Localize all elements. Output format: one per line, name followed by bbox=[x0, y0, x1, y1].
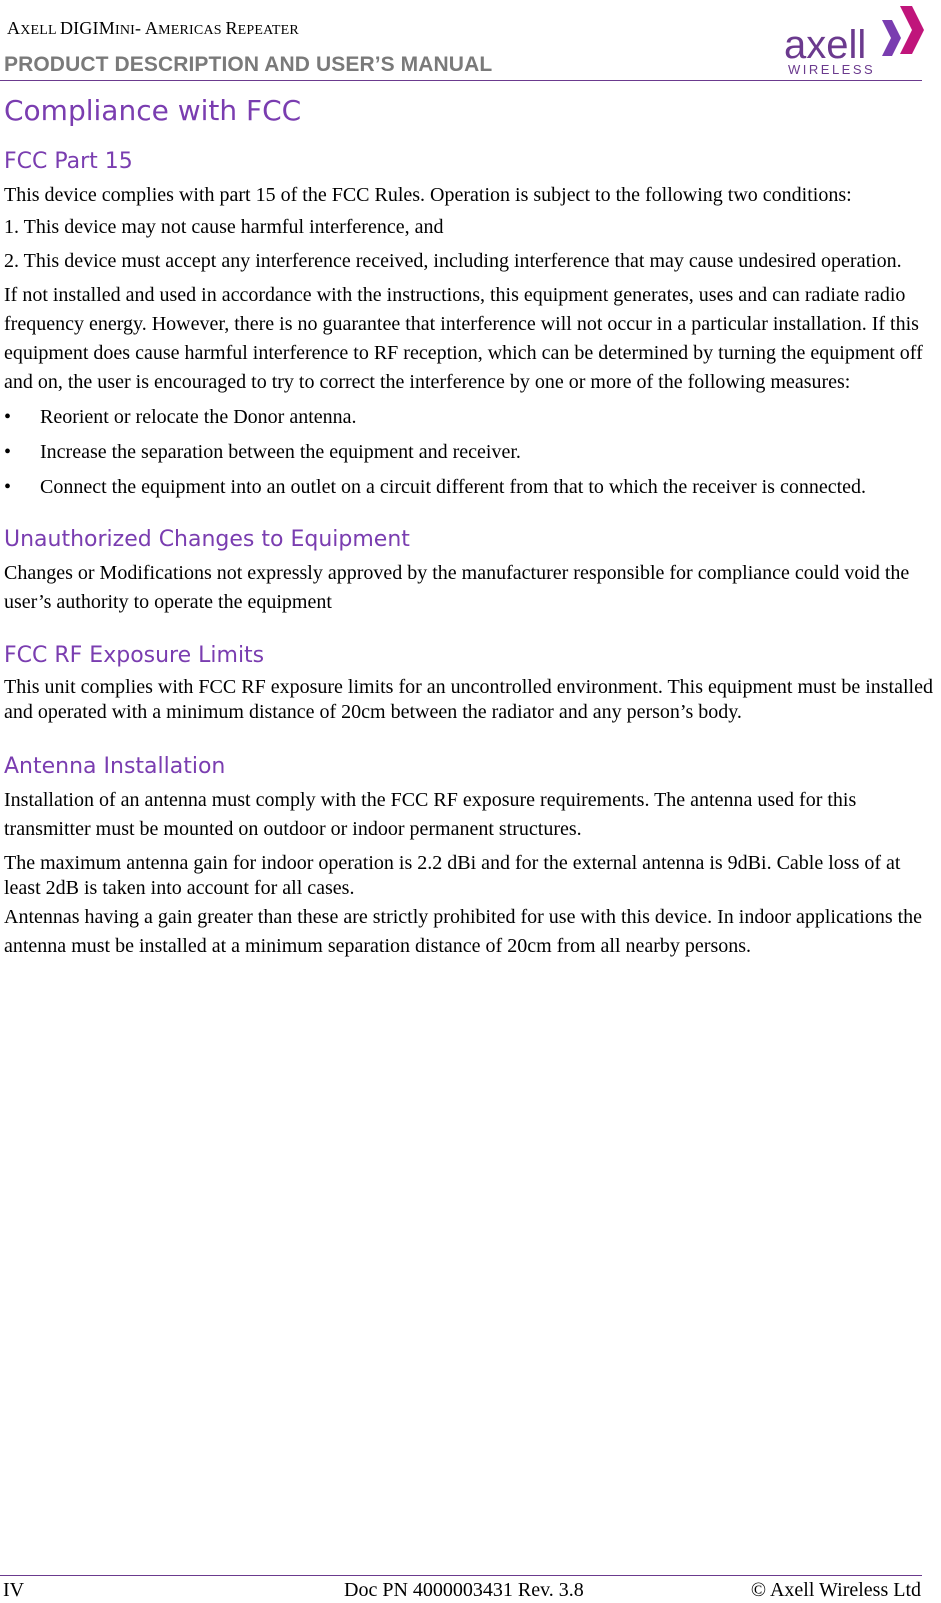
condition-item: 2. This device must accept any interference received, including interference that may cause undesired operation. bbox=[4, 250, 902, 272]
document-subtitle: PRODUCT DESCRIPTION AND USER’S MANUAL bbox=[4, 53, 493, 76]
logo-chevron-icon bbox=[900, 6, 924, 54]
unauthorized-text: Changes or Modifications not expressly approved by the manufacturer responsible for compliance could void the user’s authority to operate the equipment bbox=[4, 562, 910, 613]
document-title bbox=[7, 18, 299, 39]
title-part: - A bbox=[135, 18, 159, 38]
axell-wireless-logo bbox=[784, 0, 936, 80]
part15-intro: This device complies with part 15 of the FCC Rules. Operation is subject to the following two conditions: bbox=[4, 184, 852, 206]
antenna-paragraph-1: Installation of an antenna must comply with the FCC RF exposure requirements. The antenna used for this transmitter must be mounted on outdoor or indoor permanent structures. bbox=[4, 789, 857, 840]
title-part: XELL bbox=[20, 23, 60, 38]
copyright: © Axell Wireless Ltd bbox=[750, 1579, 921, 1601]
page-number: IV bbox=[3, 1579, 25, 1601]
bullet-icon: • bbox=[4, 441, 12, 463]
page-footer bbox=[3, 1577, 921, 1603]
section-heading-rf-exposure: FCC RF Exposure Limits bbox=[4, 643, 265, 668]
header-divider bbox=[0, 80, 922, 81]
title-part: R bbox=[225, 18, 238, 38]
logo-chevron-icon bbox=[882, 20, 901, 56]
title-part: A bbox=[7, 18, 21, 38]
bullet-icon: • bbox=[4, 406, 12, 428]
page-content bbox=[4, 90, 934, 961]
bullet-icon: • bbox=[4, 476, 12, 498]
page-title: Compliance with FCC bbox=[4, 94, 302, 127]
title-part: INI bbox=[114, 23, 135, 38]
logo-subtext: WIRELESS bbox=[788, 62, 876, 77]
section-heading-antenna-installation: Antenna Installation bbox=[4, 754, 226, 779]
section-heading-unauthorized-changes: Unauthorized Changes to Equipment bbox=[4, 527, 410, 552]
list-item-text: Increase the separation between the equipment and receiver. bbox=[40, 441, 521, 463]
title-part: EPEATER bbox=[237, 23, 299, 38]
title-part: MERICAS bbox=[158, 23, 226, 38]
document-number: Doc PN 4000003431 Rev. 3.8 bbox=[344, 1579, 584, 1601]
part15-paragraph: If not installed and used in accordance with the instructions, this equipment generates, uses and can radiate radio frequency energy. However, there is no guarantee that interference will not occur in a particular installation. If this equipment does cause harmful interference to RF reception, which can be determined by turning the equipment off and on, the user is encouraged to try to correct the interference by one or more of the following measures: bbox=[4, 284, 923, 393]
condition-item: 1. This device may not cause harmful interference, and bbox=[4, 216, 444, 238]
logo-text: axell bbox=[784, 23, 867, 67]
title-part: DIGIM bbox=[59, 18, 115, 38]
rf-exposure-text: This unit complies with FCC RF exposure limits for an uncontrolled environment. This equipment must be installed and operated with a minimum distance of 20cm between the radiator and any person’s body. bbox=[4, 676, 933, 723]
antenna-paragraph-3: Antennas having a gain greater than these are strictly prohibited for use with this device. In indoor applications the antenna must be installed at a minimum separation distance of 20cm from all nearby persons. bbox=[4, 906, 923, 957]
list-item-text: Connect the equipment into an outlet on a circuit different from that to which the receiver is connected. bbox=[40, 476, 867, 498]
footer-divider bbox=[0, 1575, 922, 1576]
list-item-text: Reorient or relocate the Donor antenna. bbox=[40, 406, 357, 428]
antenna-paragraph-2: The maximum antenna gain for indoor operation is 2.2 dBi and for the external antenna is 9dBi. Cable loss of at least 2dB is taken into account for all cases. bbox=[4, 852, 901, 899]
section-heading-fcc-part-15: FCC Part 15 bbox=[4, 149, 133, 174]
list-item bbox=[4, 473, 934, 502]
measures-list bbox=[4, 403, 934, 502]
list-item bbox=[4, 438, 934, 467]
list-item bbox=[4, 403, 934, 432]
